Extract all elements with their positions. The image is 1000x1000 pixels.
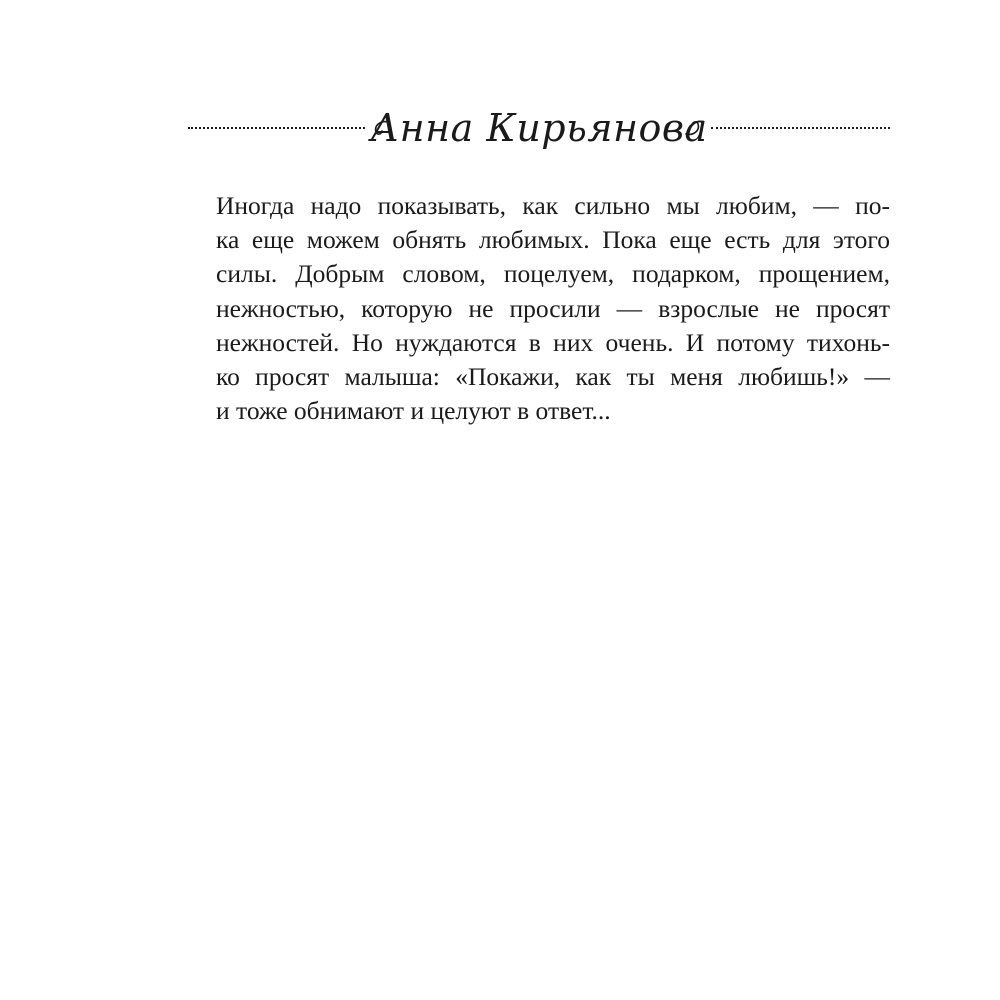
dotted-rule-right (711, 127, 890, 129)
text-line: ка еще можем обнять любимых. Пока еще есть для этого (216, 225, 890, 255)
text-line: силы. Добрым словом, поцелуем, подарком, прощением, (216, 259, 890, 289)
text-line: ко просят малыша: «Покажи, как ты меня любишь!» — (216, 361, 890, 391)
text-line: и тоже обнимают и целуют в ответ... (216, 396, 611, 426)
dotted-rule-left (188, 127, 365, 129)
text-line: нежностью, которую не просили — взрослые не просят (216, 293, 890, 323)
swash-ornament-right-icon (684, 118, 706, 138)
text-line: Иногда надо показывать, как сильно мы любим, — по- (216, 191, 890, 220)
author-name: Анна Кирьянова (370, 106, 708, 150)
body-paragraph (216, 189, 890, 428)
running-header (188, 96, 890, 160)
text-line: нежностей. Но нуждаются в них очень. И потому тихонь- (216, 327, 890, 357)
